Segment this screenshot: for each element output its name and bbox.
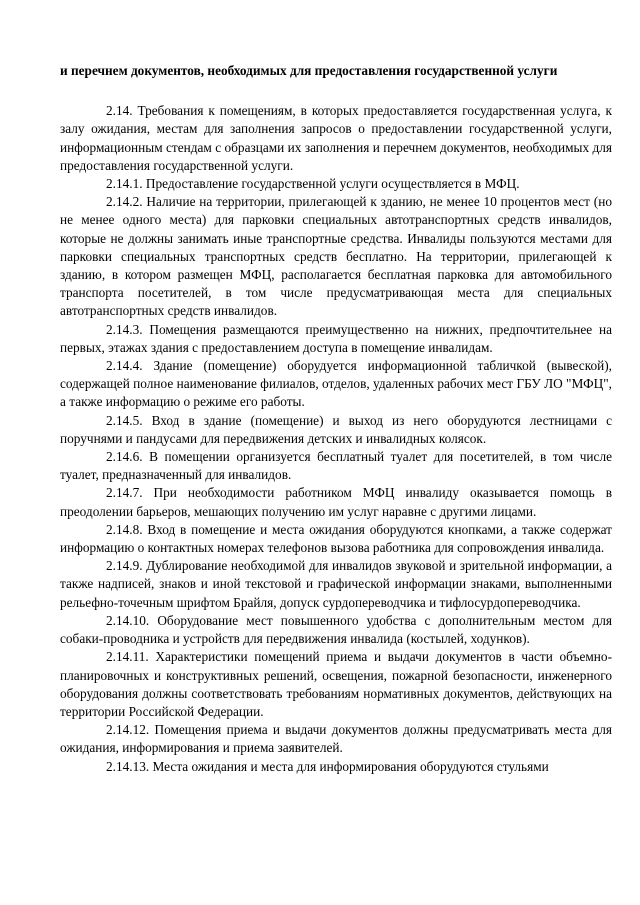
paragraph-2-14-3: 2.14.3. Помещения размещаются преимущественно на нижних, предпочтительнее на первых, этажах здания с предоставлением доступа в помещение инвалидам.: [60, 321, 612, 355]
paragraph-2-14-1: 2.14.1. Предоставление государственной услуги осуществляется в МФЦ.: [106, 176, 520, 192]
paragraph-2-14-13: 2.14.13. Места ожидания и места для информирования оборудуются стульями: [106, 758, 549, 774]
paragraph-2-14-8: 2.14.8. Вход в помещение и места ожидания оборудуются кнопками, а также содержат информацию о контактных номерах телефонов вызова работника для сопровождения инвалида.: [60, 521, 612, 556]
paragraph-2-14-7: 2.14.7. При необходимости работником МФЦ инвалиду оказывается помощь в преодолении барьеров, мешающих получению им услуг наравне с другими лицами.: [60, 485, 612, 519]
paragraph-2-14-11: 2.14.11. Характеристики помещений приема и выдачи документов в части объемно-планировочных и конструктивных решений, освещения, пожарной безопасности, инженерного оборудования должны соответствовать требованиям нормативных документов, действующих на территории Российской Федерации.: [60, 649, 612, 719]
paragraph-2-14-10: 2.14.10. Оборудование мест повышенного удобства с дополнительным местом для собаки-проводника и устройств для передвижения инвалида (костылей, ходунков).: [60, 612, 612, 647]
section-heading: и перечнем документов, необходимых для предоставления государственной услуги: [60, 63, 558, 78]
paragraph-2-14-2: 2.14.2. Наличие на территории, прилегающей к зданию, не менее 10 процентов мест (но не менее одного места) для парковки специальных автотранспортных средств инвалидов, которые не должны занимать иные транспортные средства. Инвалиды пользуются местами для парковки специальных транспортных средств бесплатно. На территории, прилегающей к зданию, в котором размещен МФЦ, располагается бесплатная парковка для автомобильного транспорта посетителей, в том числе предусматривающая места для специальных автотранспортных средств инвалидов.: [60, 194, 612, 319]
paragraph-2-14: 2.14. Требования к помещениям, в которых предоставляется государственная услуга, к залу ожидания, местам для заполнения запросов о предоставлении государственной услуги, информационным стендам с образцами их заполнения и перечнем документов, необходимых для предоставления государственной услуги.: [60, 103, 612, 173]
paragraph-2-14-4: 2.14.4. Здание (помещение) оборудуется информационной табличкой (вывеской), содержащей полное наименование филиалов, отделов, удаленных рабочих мест ГБУ ЛО "МФЦ", а также информацию о режиме его работы.: [60, 358, 612, 410]
document-page: [60, 62, 612, 776]
paragraph-2-14-5: 2.14.5. Вход в здание (помещение) и выход из него оборудуются лестницами с поручнями и пандусами для передвижения детских и инвалидных колясок.: [60, 412, 612, 446]
paragraph-2-14-6: 2.14.6. В помещении организуется бесплатный туалет для посетителей, в том числе туалет, предназначенный для инвалидов.: [60, 449, 612, 483]
paragraph-2-14-9: 2.14.9. Дублирование необходимой для инвалидов звуковой и зрительной информации, а также надписей, знаков и иной текстовой и графической информации знаками, выполненными рельефно-точечным шрифтом Брайля, допуск сурдопереводчика и тифлосурдопереводчика.: [60, 558, 612, 610]
paragraph-2-14-12: 2.14.12. Помещения приема и выдачи документов должны предусматривать места для ожидания, информирования и приема заявителей.: [60, 722, 612, 756]
